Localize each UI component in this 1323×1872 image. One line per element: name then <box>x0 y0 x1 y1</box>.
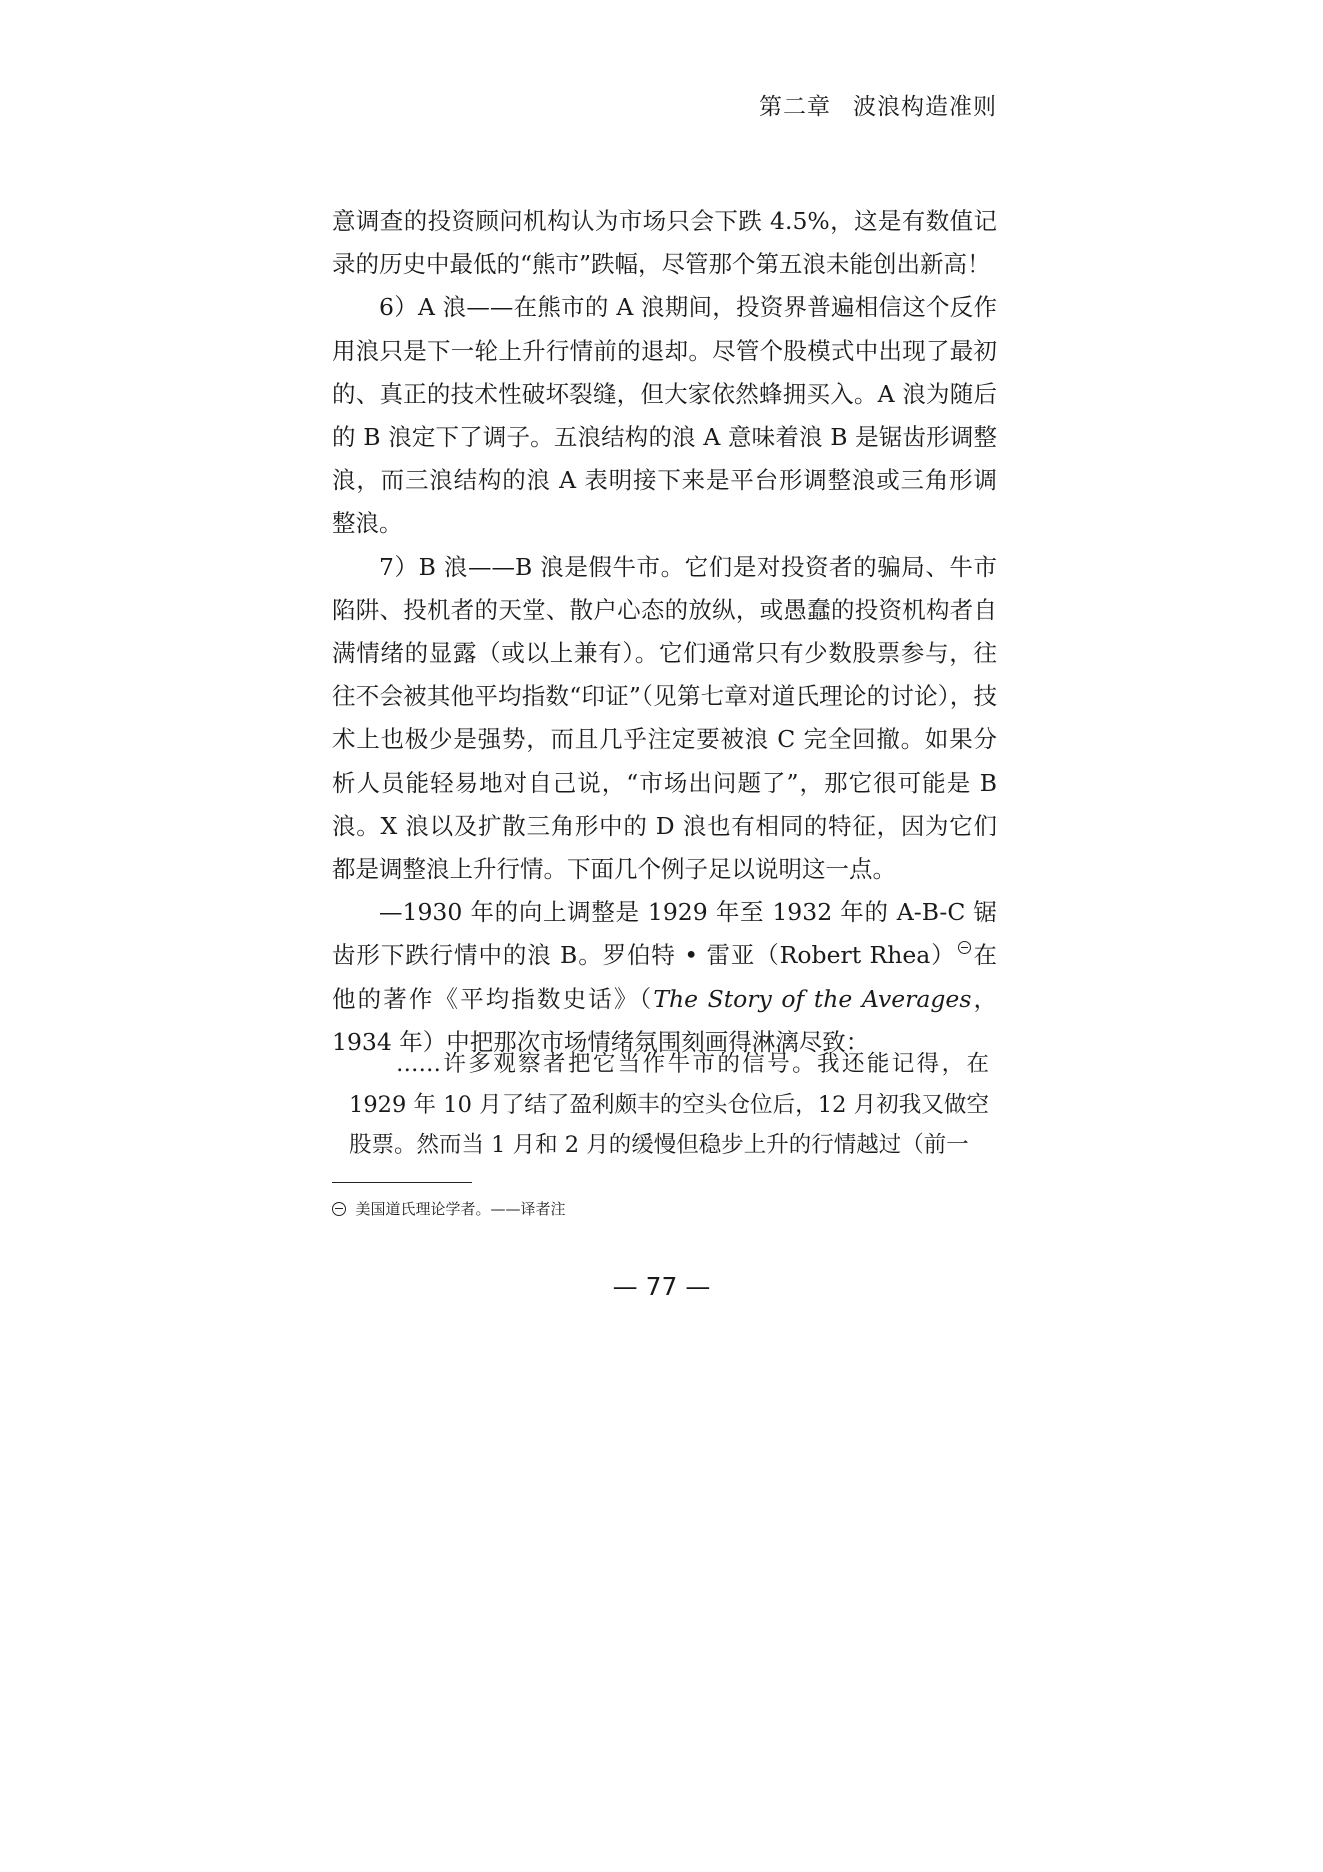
footnote-text: 美国道氏理论学者。——译者注 <box>355 1200 566 1218</box>
paragraph-wave-a: 6）A 浪——在熊市的 A 浪期间，投资界普遍相信这个反作用浪只是下一轮上升行情前的退却。尽管个股模式中出现了最初的、真正的技术性破坏裂缝，但大家依然蜂拥买入。A 浪为随后的 B 浪定下了调子。五浪结构的浪 A 意味着浪 B 是锯齿形调整浪，而三浪结构的浪 A 表明接下来是平台形调整浪或三角形调整浪。 <box>332 293 997 538</box>
page-number: — 77 — <box>612 1272 711 1301</box>
paragraph-1930-text-b: 在他的著作《平均指数史话》（ <box>332 941 998 1013</box>
quote-text: ……许多观察者把它当作牛市的信号。我还能记得，在 1929 年 10 月了结了盈利颇丰的空头仓位后，12 月初我又做空股票。然而当 1 月和 2 月的缓慢但稳步上升的行情越过（前一 <box>349 1051 989 1159</box>
footnote-reference-icon[interactable] <box>958 941 971 954</box>
paragraph-1930-text-c: ，1934 年）中把那次市场情绪氛围刻画得淋漓尽致： <box>332 984 998 1056</box>
running-head <box>759 88 997 121</box>
paragraph-1930-example <box>332 891 997 1064</box>
body-text <box>332 200 997 1064</box>
footnote <box>332 1198 566 1220</box>
chapter-title: 波浪构造准则 <box>853 94 997 120</box>
paragraph-continuation: 意调查的投资顾问机构认为市场只会下跌 4.5%，这是有数值记录的历史中最低的“熊市”跌幅，尽管那个第五浪未能创出新高！ <box>332 207 997 279</box>
book-title: The Story of the Averages <box>653 984 972 1013</box>
footnote-divider <box>332 1182 472 1183</box>
chapter-number: 第二章 <box>759 94 831 120</box>
footnote-marker-icon <box>332 1202 346 1216</box>
block-quote <box>349 1044 989 1166</box>
paragraph-wave-b: 7）B 浪——B 浪是假牛市。它们是对投资者的骗局、牛市陷阱、投机者的天堂、散户心态的放纵，或愚蠢的投资机构者自满情绪的显露（或以上兼有）。它们通常只有少数股票参与，往往不会被其他平均指数“印证”（见第七章对道氏理论的讨论），技术上也极少是强势，而且几乎注定要被浪 C 完全回撤。如果分析人员能轻易地对自己说，“市场出问题了”，那它很可能是 B 浪。X 浪以及扩散三角形中的 D 浪也有相同的特征，因为它们都是调整浪上升行情。下面几个例子足以说明这一点。 <box>332 552 997 884</box>
paragraph-1930-text-a: —1930 年的向上调整是 1929 年至 1932 年的 A-B-C 锯齿形下跌行情中的浪 B。罗伯特 • 雷亚（Robert Rhea） <box>332 898 997 970</box>
